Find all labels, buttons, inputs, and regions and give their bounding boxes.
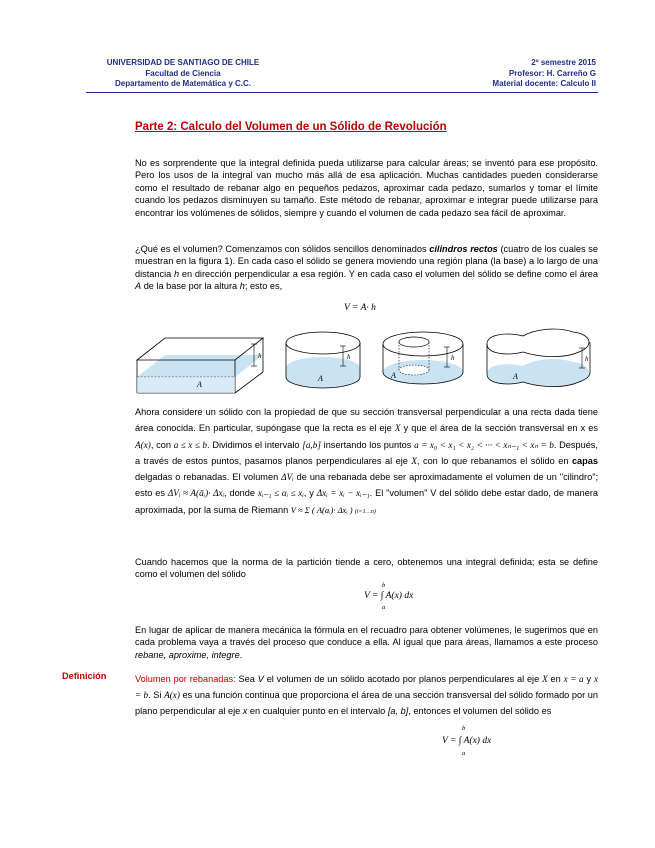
sum-lower: i=1 <box>356 508 366 515</box>
math-Ax: A(x) <box>164 690 180 700</box>
lower-limit: a <box>382 604 386 611</box>
math-partition: a = x₀ < x₁ < x₂ < ··· < xₙ₋₁ < xₙ = b <box>414 439 554 450</box>
text: y <box>586 674 592 684</box>
fig-h-label: h <box>258 352 262 360</box>
fig-h-label: h <box>347 353 351 361</box>
hollow-cylinder-solid <box>383 332 463 384</box>
var-V: V <box>257 674 264 684</box>
math-condition: xᵢ₋₁ ≤ αᵢ ≤ xᵢ <box>257 488 304 499</box>
sum-upper: n <box>370 508 374 515</box>
definition-label: Definición <box>62 671 107 681</box>
math-dVi: ΔVᵢ <box>281 472 294 483</box>
header-course <box>400 58 596 90</box>
math-X: X <box>542 674 548 684</box>
text: , con lo que rebanamos el sólido en <box>416 455 569 466</box>
math-approx: ΔVᵢ ≈ A(āᵢ)· Δxᵢ <box>167 488 225 499</box>
irregular-solid <box>487 329 590 387</box>
text: Sea <box>235 674 258 684</box>
math-xb: x = b <box>135 674 599 700</box>
math-X: X <box>411 455 417 466</box>
faculty-name: Facultad de Ciencia <box>145 68 221 78</box>
math-dx: Δxᵢ = xᵢ − xᵢ₋₁ <box>316 488 370 499</box>
method-paragraph <box>135 624 598 661</box>
math-xa: x = a <box>563 674 584 684</box>
university-name: UNIVERSIDAD DE SANTIAGO DE CHILE <box>106 58 260 67</box>
upper-limit: b <box>382 582 386 589</box>
math-X: X <box>394 423 401 434</box>
fig-area-label: A <box>391 371 396 380</box>
definition-integral <box>440 725 520 757</box>
formula-volume-cylinder: V = A· h <box>344 303 376 313</box>
fig-h-label: h <box>451 354 455 362</box>
text: es una función continua que proporciona el área de una sección transversal del sólido formado por un plano perpendicular al eje <box>135 690 598 716</box>
sum-limits: (i=1…n) <box>354 508 376 515</box>
math-range: a ≤ x ≤ b <box>173 439 208 450</box>
var-x: x <box>242 706 248 716</box>
text: en dirección perpendicular a esa región. Y en cada caso el volumen del sólido se define como el área <box>179 268 598 279</box>
page-title: Parte 2: Calculo del Volumen de un Sólido de Revolución <box>135 121 447 133</box>
var-h: h <box>174 268 180 279</box>
fig-area-label: A <box>197 380 202 389</box>
department-name: Departamento de Matemática y C.C. <box>114 79 252 88</box>
term-capas: capas <box>571 455 598 466</box>
fig-h-label: h <box>585 355 589 363</box>
riemann-sum <box>291 505 376 515</box>
integral-expression: V = ∫ A(x) dx <box>364 591 414 601</box>
text: y que el área de la sección transversal en x es <box>403 423 598 434</box>
integral-expression: V = ∫ A(x) dx <box>442 736 492 746</box>
header-divider <box>86 92 598 93</box>
var-A: A <box>135 281 142 292</box>
header-institution <box>88 58 278 90</box>
definition-term: Volumen por rebanadas: <box>135 674 236 684</box>
text: ¿Qué es el volumen? Comenzamos con sólidos sencillos denominados <box>135 244 430 254</box>
slicing-paragraph <box>135 404 598 520</box>
math-Ax: A(x) <box>135 439 151 450</box>
volume-paragraph <box>135 243 598 293</box>
limit-paragraph: Cuando hacemos que la norma de la partición tiende a cero, obtenemos una integral definida; esta se define como el volumen del sólido <box>135 557 598 580</box>
term-cilindros-rectos: cilindros rectos <box>429 244 498 254</box>
cylinder-solid <box>286 332 360 388</box>
text: de la base por la altura <box>141 281 240 292</box>
text: delgadas o rebanadas. El volumen <box>135 472 279 483</box>
upper-limit: b <box>462 725 466 732</box>
fig-area-label: A <box>513 372 518 381</box>
text: de una rebanada debe ser aproximadamente el volumen de un "cilindro"; esto es <box>135 472 599 499</box>
text: , y <box>303 488 314 499</box>
text: ; esto es, <box>244 281 283 292</box>
text: , con <box>150 439 171 450</box>
text: (cuatro de los cuales se muestran en la figura 1). En cada caso el sólido se genera moviendo una región plana (la base) a lo largo de una distancia <box>135 244 598 279</box>
text: Ahora considere un sólido con la propiedad de que su sección transversal perpendicular a una recta dada tiene área conocida. En particular, supóngase que la recta es el eje <box>135 407 598 434</box>
text: . Dividimos el intervalo <box>207 439 300 450</box>
lower-limit: a <box>462 750 466 757</box>
definition-text <box>135 671 598 719</box>
text: . Si <box>148 690 162 700</box>
fig-area-label: A <box>318 374 323 383</box>
semester: 2º semestre 2015 <box>531 58 596 67</box>
text: . <box>239 649 243 660</box>
method-name: rebane, aproxime, integre <box>135 649 240 660</box>
box-solid <box>137 338 263 393</box>
text: , donde <box>224 488 256 499</box>
figure-cylinders <box>135 320 600 395</box>
text: en cualquier punto en el intervalo <box>247 706 388 716</box>
text: insertando los puntos <box>323 439 412 450</box>
intro-paragraph: No es sorprendente que la integral definida pueda utilizarse para calcular áreas; se inventó para ese propósito. Pero los usos de la integral van mucho más allá de esa aplicación. Muchas cantidades pueden considerarse como el resultado de rebanar algo en pequeños pedazos, aproximar cada pedazo, sumarlos y tomar el límite cuando los pedazos disminuyen su tamaño. Este método de rebanar, aproximar e integrar puede utilizarse para encontrar los volúmenes de sólidos, siempre y cuando el volumen de cada pedazo sea fácil de aproximar. <box>135 158 598 218</box>
text: el volumen de un sólido acotado por planos perpendiculares al eje <box>263 674 540 684</box>
var-h: h <box>239 281 245 292</box>
text: . El "volumen" V del sólido debe estar dado, de manera aproximada, por la suma de Riemann <box>135 488 598 515</box>
text: en <box>550 674 561 684</box>
interval: [a, b] <box>387 706 409 716</box>
text: . Después, a través de estos puntos, pasamos planos perpendiculares al eje <box>135 439 598 466</box>
math-interval: [a,b] <box>302 439 321 450</box>
material: Material docente: Calculo II <box>492 79 596 88</box>
math-sum: V ≈ Σ ( A(aᵢ)· Δxᵢ ) <box>290 504 353 515</box>
professor: Profesor: H. Carreño G <box>508 68 596 78</box>
text: , entonces el volumen del sólido es <box>408 706 552 716</box>
text: En lugar de aplicar de manera mecánica la fórmula en el recuadro para obtener volúmenes, le sugerimos que en cada problema vaya a través del proceso que conduce a ella. Al igual que para áreas, llamamos a este proceso <box>135 625 598 648</box>
volume-integral <box>362 582 442 612</box>
